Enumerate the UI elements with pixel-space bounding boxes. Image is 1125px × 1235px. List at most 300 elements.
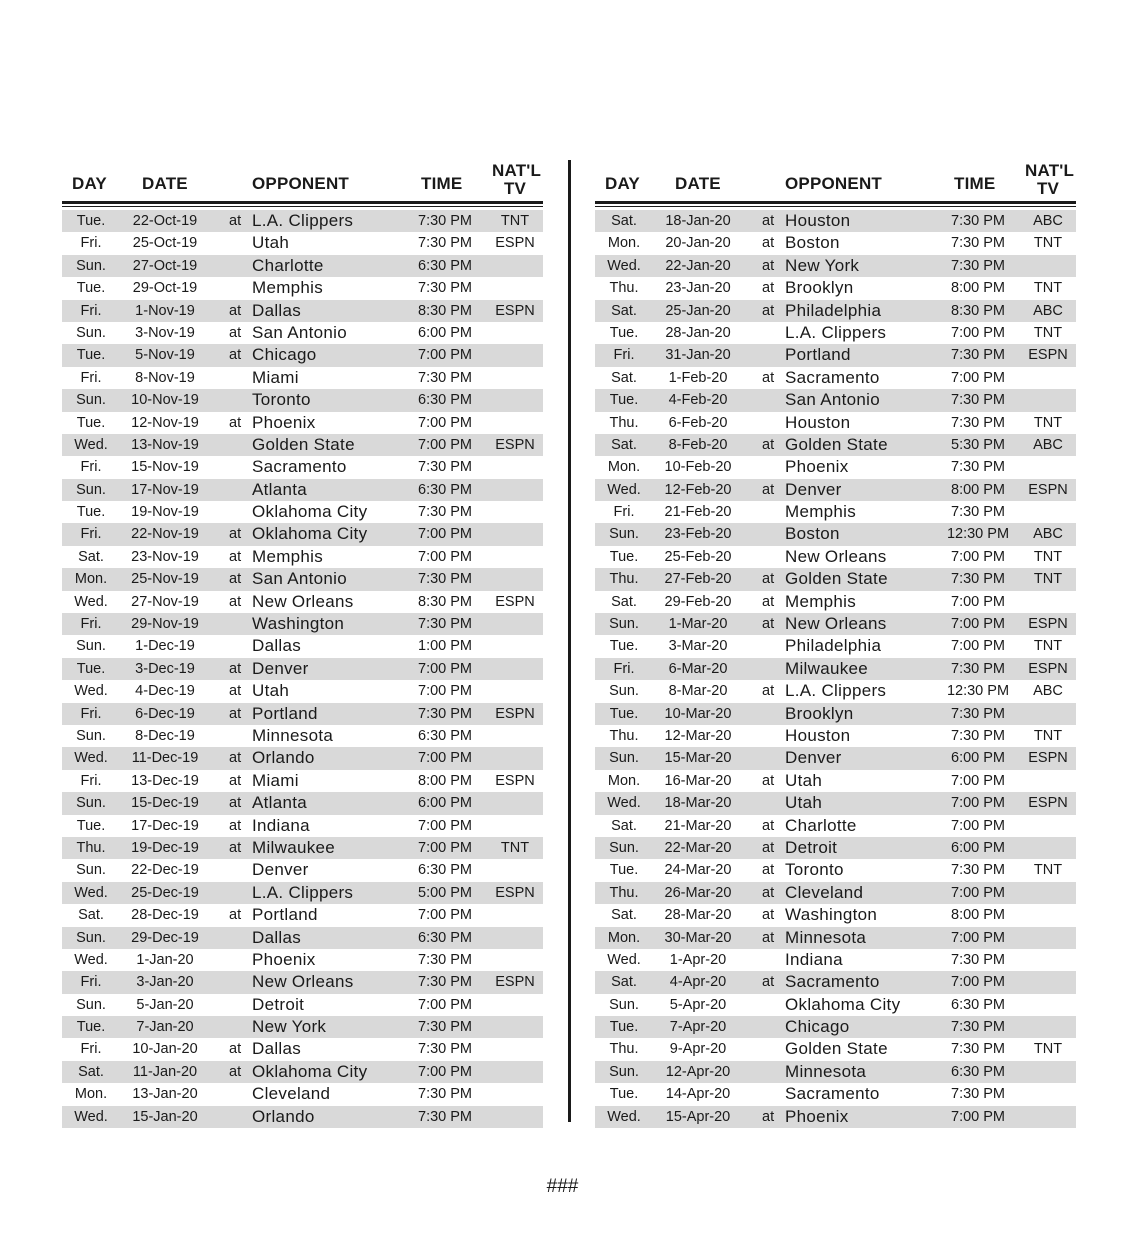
header-time: TIME bbox=[954, 174, 996, 193]
game-opponent: New Orleans bbox=[785, 614, 887, 634]
away-indicator: at bbox=[762, 929, 775, 946]
game-opponent: Oklahoma City bbox=[252, 1061, 368, 1081]
away-indicator: at bbox=[762, 302, 775, 319]
away-indicator: at bbox=[762, 280, 775, 297]
game-time: 7:30 PM bbox=[418, 1041, 472, 1058]
game-day: Sun. bbox=[609, 750, 639, 767]
table-row bbox=[595, 367, 1076, 389]
game-day: Fri. bbox=[80, 1041, 102, 1058]
header-tv-line2: TV bbox=[1036, 179, 1060, 198]
game-time: 7:30 PM bbox=[951, 862, 1005, 879]
game-date: 28-Dec-19 bbox=[131, 907, 199, 924]
end-marker: ### bbox=[546, 1176, 579, 1197]
game-opponent: Memphis bbox=[785, 591, 857, 611]
game-date: 1-Apr-20 bbox=[669, 951, 727, 968]
game-time: 7:00 PM bbox=[418, 347, 472, 364]
table-row bbox=[595, 1083, 1076, 1105]
game-opponent: Memphis bbox=[785, 502, 857, 522]
game-opponent: Utah bbox=[785, 793, 823, 813]
table-row bbox=[62, 434, 543, 456]
table-row bbox=[595, 591, 1076, 613]
game-date: 12-Mar-20 bbox=[664, 727, 732, 744]
header-tv-line1: NAT'L bbox=[1025, 161, 1075, 180]
game-time: 6:30 PM bbox=[418, 481, 472, 498]
game-date: 25-Dec-19 bbox=[131, 884, 199, 901]
game-opponent: Charlotte bbox=[252, 255, 324, 275]
table-row bbox=[595, 501, 1076, 523]
game-day: Sun. bbox=[76, 996, 106, 1013]
game-day: Mon. bbox=[74, 571, 108, 588]
table-row bbox=[595, 1038, 1076, 1060]
game-time: 8:00 PM bbox=[951, 907, 1005, 924]
away-indicator: at bbox=[229, 1063, 242, 1080]
game-opponent: Houston bbox=[785, 412, 851, 432]
game-opponent: Sacramento bbox=[785, 972, 880, 992]
game-opponent: Miami bbox=[252, 770, 299, 790]
table-row bbox=[595, 904, 1076, 926]
game-opponent: Houston bbox=[785, 211, 851, 230]
game-date: 15-Mar-20 bbox=[664, 750, 732, 767]
game-date: 29-Feb-20 bbox=[664, 593, 732, 610]
game-time: 7:30 PM bbox=[951, 257, 1005, 274]
game-opponent: Cleveland bbox=[252, 1084, 331, 1104]
game-national-tv: ESPN bbox=[495, 235, 535, 252]
game-date: 7-Jan-20 bbox=[136, 1019, 194, 1036]
game-time: 7:30 PM bbox=[951, 504, 1005, 521]
game-time: 6:30 PM bbox=[418, 727, 472, 744]
game-national-tv: TNT bbox=[1033, 571, 1063, 588]
game-opponent: Golden State bbox=[252, 434, 355, 454]
game-date: 25-Jan-20 bbox=[665, 302, 731, 319]
game-opponent: Indiana bbox=[252, 815, 310, 835]
away-indicator: at bbox=[762, 616, 775, 633]
game-opponent: Chicago bbox=[252, 345, 317, 365]
table-row bbox=[595, 568, 1076, 590]
game-time: 5:30 PM bbox=[951, 436, 1005, 453]
table-row bbox=[62, 613, 543, 635]
game-date: 21-Mar-20 bbox=[664, 817, 732, 834]
game-national-tv: ESPN bbox=[495, 302, 535, 319]
game-opponent: Memphis bbox=[252, 278, 324, 298]
away-indicator: at bbox=[762, 884, 775, 901]
game-day: Fri. bbox=[80, 705, 102, 722]
game-day: Sat. bbox=[78, 1063, 104, 1080]
table-row bbox=[595, 479, 1076, 501]
game-time: 7:30 PM bbox=[418, 213, 472, 229]
game-time: 7:00 PM bbox=[951, 616, 1005, 633]
game-day: Fri. bbox=[613, 504, 635, 521]
table-row bbox=[62, 591, 543, 613]
game-opponent: Dallas bbox=[252, 636, 302, 656]
game-time: 7:00 PM bbox=[418, 817, 472, 834]
table-row bbox=[595, 635, 1076, 657]
game-date: 1-Dec-19 bbox=[135, 638, 195, 655]
game-date: 16-Mar-20 bbox=[664, 772, 732, 789]
game-day: Tue. bbox=[609, 1086, 639, 1103]
game-day: Sun. bbox=[609, 1063, 639, 1080]
game-day: Tue. bbox=[609, 638, 639, 655]
game-time: 7:00 PM bbox=[418, 750, 472, 767]
game-time: 12:30 PM bbox=[946, 683, 1010, 700]
game-date: 22-Jan-20 bbox=[665, 257, 731, 274]
away-indicator: at bbox=[762, 213, 775, 229]
game-opponent: Washington bbox=[252, 614, 345, 634]
game-opponent: Golden State bbox=[785, 1039, 888, 1059]
away-indicator: at bbox=[229, 660, 242, 677]
game-time: 6:00 PM bbox=[951, 839, 1005, 856]
game-date: 9-Apr-20 bbox=[669, 1041, 727, 1058]
game-date: 29-Nov-19 bbox=[131, 616, 199, 633]
game-opponent: New Orleans bbox=[252, 972, 354, 992]
game-date: 12-Feb-20 bbox=[664, 481, 732, 498]
game-time: 7:00 PM bbox=[951, 548, 1005, 565]
game-day: Sun. bbox=[76, 257, 106, 274]
game-day: Fri. bbox=[80, 459, 102, 476]
game-time: 6:30 PM bbox=[418, 392, 472, 409]
game-time: 7:00 PM bbox=[418, 683, 472, 700]
game-day: Sun. bbox=[76, 638, 106, 655]
game-opponent: Sacramento bbox=[785, 367, 880, 387]
table-row bbox=[62, 882, 543, 904]
away-indicator: at bbox=[229, 750, 242, 767]
game-date: 10-Feb-20 bbox=[664, 459, 732, 476]
game-date: 14-Apr-20 bbox=[665, 1086, 731, 1103]
table-row bbox=[595, 456, 1076, 478]
game-date: 11-Jan-20 bbox=[132, 1063, 198, 1080]
game-day: Mon. bbox=[607, 235, 641, 252]
game-time: 7:30 PM bbox=[951, 705, 1005, 722]
table-row bbox=[595, 815, 1076, 837]
game-date: 6-Dec-19 bbox=[135, 705, 195, 722]
game-opponent: Memphis bbox=[252, 546, 324, 566]
game-national-tv: TNT bbox=[1033, 1041, 1063, 1058]
game-date: 22-Nov-19 bbox=[131, 526, 199, 543]
table-row bbox=[595, 434, 1076, 456]
game-day: Fri. bbox=[80, 616, 102, 633]
game-day: Sat. bbox=[78, 907, 104, 924]
game-day: Wed. bbox=[74, 436, 108, 453]
game-time: 8:30 PM bbox=[418, 593, 472, 610]
game-time: 6:30 PM bbox=[418, 257, 472, 274]
game-day: Fri. bbox=[613, 347, 635, 364]
game-opponent: Denver bbox=[252, 860, 309, 880]
header-day: DAY bbox=[72, 174, 107, 193]
game-day: Sun. bbox=[76, 392, 106, 409]
table-row bbox=[62, 232, 543, 254]
game-day: Fri. bbox=[80, 772, 102, 789]
game-date: 3-Jan-20 bbox=[136, 974, 194, 991]
game-opponent: Brooklyn bbox=[785, 278, 854, 298]
game-opponent: Sacramento bbox=[785, 1084, 880, 1104]
table-row bbox=[595, 322, 1076, 344]
game-date: 1-Jan-20 bbox=[136, 951, 194, 968]
game-date: 27-Feb-20 bbox=[664, 571, 732, 588]
table-row bbox=[595, 277, 1076, 299]
table-row bbox=[595, 949, 1076, 971]
away-indicator: at bbox=[762, 839, 775, 856]
game-date: 5-Apr-20 bbox=[669, 996, 727, 1013]
game-date: 29-Oct-19 bbox=[132, 280, 198, 297]
game-national-tv: ABC bbox=[1033, 526, 1063, 543]
game-opponent: Portland bbox=[252, 905, 318, 925]
game-day: Tue. bbox=[609, 324, 639, 341]
game-time: 7:00 PM bbox=[951, 638, 1005, 655]
game-date: 10-Mar-20 bbox=[664, 705, 732, 722]
table-row bbox=[62, 1061, 543, 1083]
game-day: Tue. bbox=[609, 705, 639, 722]
game-date: 25-Oct-19 bbox=[132, 235, 198, 252]
table-row bbox=[595, 412, 1076, 434]
game-time: 7:00 PM bbox=[951, 817, 1005, 834]
game-national-tv: TNT bbox=[1033, 638, 1063, 655]
away-indicator: at bbox=[229, 414, 242, 431]
game-opponent: Detroit bbox=[785, 837, 838, 857]
game-opponent: L.A. Clippers bbox=[252, 211, 354, 230]
away-indicator: at bbox=[229, 705, 242, 722]
table-row bbox=[595, 837, 1076, 859]
table-row bbox=[595, 882, 1076, 904]
game-date: 20-Jan-20 bbox=[665, 235, 731, 252]
game-day: Thu. bbox=[609, 884, 639, 901]
game-date: 13-Jan-20 bbox=[132, 1086, 198, 1103]
game-opponent: Boston bbox=[785, 233, 840, 253]
away-indicator: at bbox=[229, 593, 242, 610]
game-opponent: Denver bbox=[252, 658, 309, 678]
game-date: 8-Dec-19 bbox=[135, 727, 195, 744]
away-indicator: at bbox=[762, 369, 775, 386]
game-time: 7:30 PM bbox=[951, 392, 1005, 409]
table-row bbox=[62, 971, 543, 993]
game-opponent: Orlando bbox=[252, 748, 315, 768]
game-date: 18-Jan-20 bbox=[665, 213, 731, 229]
table-row bbox=[62, 725, 543, 747]
game-time: 8:00 PM bbox=[951, 481, 1005, 498]
game-day: Sat. bbox=[611, 302, 637, 319]
game-date: 15-Apr-20 bbox=[665, 1108, 731, 1125]
game-opponent: Denver bbox=[785, 479, 842, 499]
game-opponent: New York bbox=[785, 255, 860, 275]
table-row bbox=[595, 725, 1076, 747]
game-date: 22-Oct-19 bbox=[132, 213, 198, 229]
game-day: Thu. bbox=[76, 839, 106, 856]
away-indicator: at bbox=[762, 974, 775, 991]
game-day: Tue. bbox=[76, 280, 106, 297]
table-row bbox=[62, 949, 543, 971]
table-row bbox=[62, 703, 543, 725]
game-time: 6:30 PM bbox=[418, 862, 472, 879]
game-date: 11-Dec-19 bbox=[131, 750, 199, 767]
table-row bbox=[595, 255, 1076, 277]
game-day: Sat. bbox=[78, 548, 104, 565]
game-date: 4-Apr-20 bbox=[669, 974, 727, 991]
game-time: 8:30 PM bbox=[418, 302, 472, 319]
table-row bbox=[595, 680, 1076, 702]
game-day: Thu. bbox=[609, 571, 639, 588]
column-divider bbox=[568, 160, 571, 1122]
game-day: Sat. bbox=[611, 213, 637, 229]
game-opponent: Utah bbox=[785, 770, 823, 790]
game-time: 7:30 PM bbox=[951, 235, 1005, 252]
game-date: 5-Nov-19 bbox=[135, 347, 195, 364]
game-opponent: L.A. Clippers bbox=[252, 882, 354, 902]
game-time: 7:00 PM bbox=[418, 414, 472, 431]
table-row bbox=[62, 792, 543, 814]
game-national-tv: ESPN bbox=[495, 974, 535, 991]
game-date: 30-Mar-20 bbox=[664, 929, 732, 946]
game-day: Fri. bbox=[80, 526, 102, 543]
game-date: 6-Feb-20 bbox=[668, 414, 728, 431]
game-national-tv: ESPN bbox=[495, 593, 535, 610]
game-date: 21-Feb-20 bbox=[664, 504, 732, 521]
game-time: 7:30 PM bbox=[951, 571, 1005, 588]
game-day: Sun. bbox=[609, 996, 639, 1013]
game-opponent: Portland bbox=[252, 703, 318, 723]
game-date: 13-Dec-19 bbox=[131, 772, 199, 789]
table-row bbox=[62, 635, 543, 657]
game-opponent: Minnesota bbox=[252, 725, 334, 745]
game-opponent: Chicago bbox=[785, 1017, 850, 1037]
away-indicator: at bbox=[229, 839, 242, 856]
game-national-tv: TNT bbox=[1033, 548, 1063, 565]
game-date: 6-Mar-20 bbox=[668, 660, 728, 677]
game-date: 26-Mar-20 bbox=[664, 884, 732, 901]
game-national-tv: ABC bbox=[1033, 302, 1063, 319]
game-date: 8-Feb-20 bbox=[668, 436, 728, 453]
game-time: 7:00 PM bbox=[951, 772, 1005, 789]
game-opponent: New York bbox=[252, 1017, 327, 1037]
away-indicator: at bbox=[762, 436, 775, 453]
game-time: 6:00 PM bbox=[951, 750, 1005, 767]
game-national-tv: ESPN bbox=[1028, 795, 1068, 812]
game-time: 7:30 PM bbox=[951, 727, 1005, 744]
game-time: 1:00 PM bbox=[418, 638, 472, 655]
game-day: Tue. bbox=[609, 548, 639, 565]
away-indicator: at bbox=[229, 795, 242, 812]
table-row bbox=[62, 344, 543, 366]
game-time: 7:30 PM bbox=[418, 369, 472, 386]
game-time: 6:30 PM bbox=[951, 1063, 1005, 1080]
game-opponent: Detroit bbox=[252, 994, 305, 1014]
game-opponent: San Antonio bbox=[785, 390, 880, 410]
game-date: 25-Feb-20 bbox=[664, 548, 732, 565]
table-row bbox=[595, 1106, 1076, 1128]
table-row bbox=[62, 1038, 543, 1060]
game-time: 7:00 PM bbox=[951, 795, 1005, 812]
game-opponent: Oklahoma City bbox=[785, 994, 901, 1014]
game-day: Sun. bbox=[609, 526, 639, 543]
game-opponent: Cleveland bbox=[785, 882, 864, 902]
away-indicator: at bbox=[762, 683, 775, 700]
game-time: 8:00 PM bbox=[418, 772, 472, 789]
game-time: 8:00 PM bbox=[951, 280, 1005, 297]
game-time: 7:30 PM bbox=[951, 213, 1005, 229]
away-indicator: at bbox=[229, 1041, 242, 1058]
game-opponent: Minnesota bbox=[785, 1061, 867, 1081]
game-time: 7:30 PM bbox=[951, 1041, 1005, 1058]
game-national-tv: TNT bbox=[500, 213, 530, 229]
game-date: 17-Nov-19 bbox=[131, 481, 199, 498]
game-day: Fri. bbox=[80, 235, 102, 252]
game-national-tv: ABC bbox=[1033, 213, 1063, 229]
game-time: 6:00 PM bbox=[418, 324, 472, 341]
game-opponent: San Antonio bbox=[252, 322, 347, 342]
game-opponent: Phoenix bbox=[785, 1106, 849, 1126]
game-opponent: Milwaukee bbox=[252, 837, 336, 857]
game-opponent: Atlanta bbox=[252, 479, 308, 499]
game-date: 12-Apr-20 bbox=[665, 1063, 731, 1080]
game-opponent: Utah bbox=[252, 681, 290, 701]
game-day: Wed. bbox=[74, 951, 108, 968]
game-national-tv: TNT bbox=[1033, 235, 1063, 252]
table-row bbox=[62, 367, 543, 389]
table-body bbox=[595, 210, 1076, 1128]
game-national-tv: TNT bbox=[1033, 414, 1063, 431]
game-time: 7:30 PM bbox=[418, 571, 472, 588]
game-opponent: Utah bbox=[252, 233, 290, 253]
table-row bbox=[595, 546, 1076, 568]
game-day: Wed. bbox=[607, 257, 641, 274]
away-indicator: at bbox=[229, 347, 242, 364]
game-time: 7:00 PM bbox=[951, 324, 1005, 341]
game-national-tv: ESPN bbox=[495, 772, 535, 789]
away-indicator: at bbox=[229, 302, 242, 319]
game-date: 13-Nov-19 bbox=[131, 436, 199, 453]
game-national-tv: ABC bbox=[1033, 436, 1063, 453]
game-day: Wed. bbox=[74, 1108, 108, 1125]
game-day: Sun. bbox=[76, 481, 106, 498]
away-indicator: at bbox=[762, 907, 775, 924]
game-date: 27-Nov-19 bbox=[131, 593, 199, 610]
table-row bbox=[62, 389, 543, 411]
game-day: Wed. bbox=[74, 884, 108, 901]
game-date: 1-Nov-19 bbox=[135, 302, 195, 319]
game-opponent: Oklahoma City bbox=[252, 502, 368, 522]
game-date: 8-Mar-20 bbox=[668, 683, 728, 700]
game-opponent: Dallas bbox=[252, 1039, 302, 1059]
table-row bbox=[595, 210, 1076, 232]
table-row bbox=[62, 1016, 543, 1038]
game-opponent: Brooklyn bbox=[785, 703, 854, 723]
table-row bbox=[62, 1106, 543, 1128]
table-row bbox=[62, 479, 543, 501]
game-time: 7:00 PM bbox=[418, 996, 472, 1013]
game-day: Fri. bbox=[80, 302, 102, 319]
game-date: 24-Mar-20 bbox=[664, 862, 732, 879]
game-day: Tue. bbox=[76, 213, 106, 229]
game-date: 28-Jan-20 bbox=[665, 324, 731, 341]
game-opponent: Phoenix bbox=[785, 457, 849, 477]
game-day: Mon. bbox=[607, 772, 641, 789]
table-row bbox=[62, 859, 543, 881]
away-indicator: at bbox=[229, 548, 242, 565]
table-row bbox=[595, 523, 1076, 545]
game-day: Sun. bbox=[76, 727, 106, 744]
game-national-tv: ESPN bbox=[1028, 347, 1068, 364]
game-date: 7-Apr-20 bbox=[669, 1019, 727, 1036]
game-time: 7:30 PM bbox=[418, 951, 472, 968]
game-time: 7:00 PM bbox=[418, 660, 472, 677]
table-row bbox=[595, 658, 1076, 680]
game-time: 7:00 PM bbox=[418, 548, 472, 565]
table-row bbox=[62, 300, 543, 322]
game-date: 22-Dec-19 bbox=[131, 862, 199, 879]
table-row bbox=[62, 994, 543, 1016]
game-date: 17-Dec-19 bbox=[131, 817, 199, 834]
table-row bbox=[62, 412, 543, 434]
game-opponent: Toronto bbox=[785, 860, 844, 880]
game-day: Wed. bbox=[607, 795, 641, 812]
table-row bbox=[62, 546, 543, 568]
